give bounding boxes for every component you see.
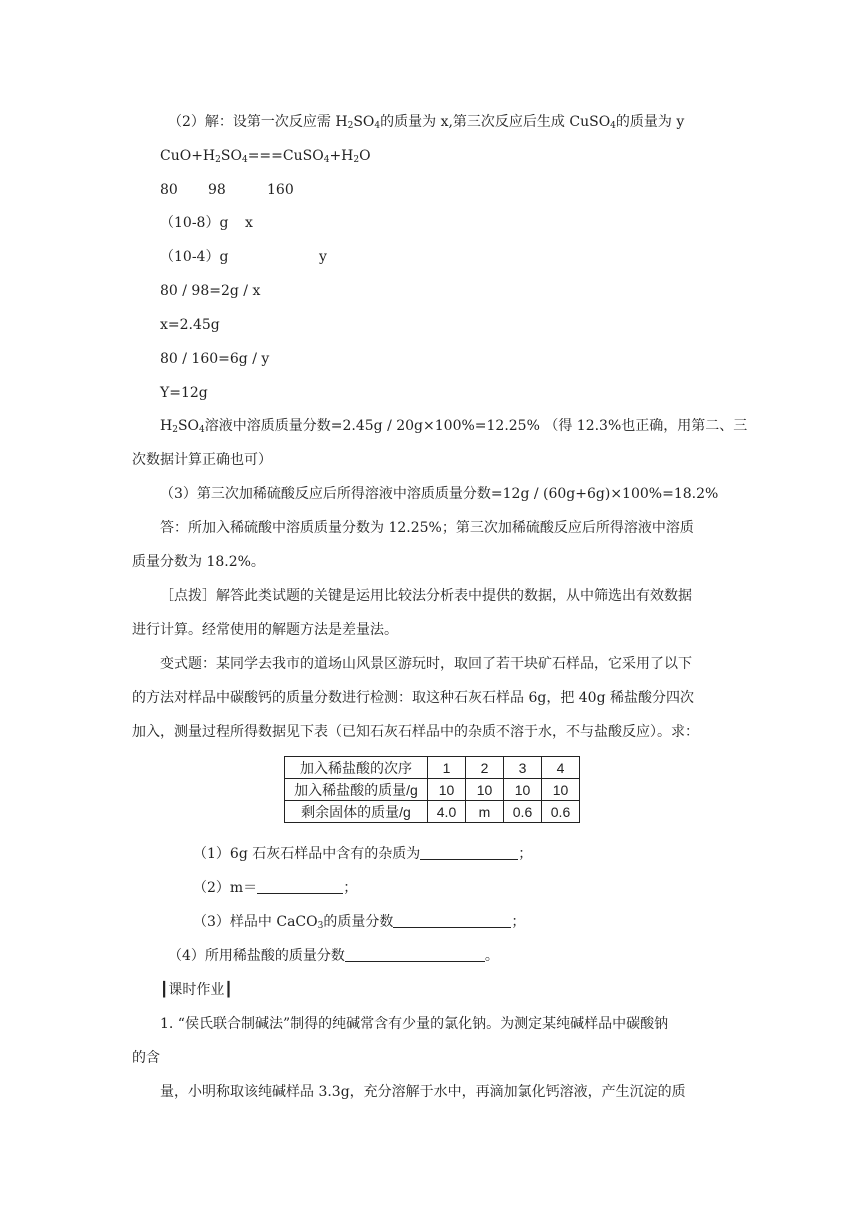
question-text: （2）m＝ [193, 880, 258, 896]
text: 的质量为 y [615, 114, 685, 130]
subscript: 4 [199, 425, 205, 435]
question-end: ； [343, 880, 358, 896]
table-cell: 10 [428, 779, 466, 801]
answer-blank[interactable] [393, 913, 511, 928]
tip-line-2: 进行计算。经常使用的解题方法是差量法。 [132, 622, 398, 638]
table-cell: 1 [428, 757, 466, 779]
row-x-right: x [245, 215, 253, 231]
text: CuO+H [160, 148, 216, 164]
homework-item1-line3: 量，小明称取该纯碱样品 3.3g，充分溶解于水中，再滴加氯化钙溶液，产生沉淀的质 [160, 1084, 686, 1100]
question-4 [168, 946, 499, 966]
row-label: 剩余固体的质量/g [285, 801, 428, 823]
table-cell: 0.6 [542, 801, 580, 823]
question-text: （3）样品中 CaCO [193, 914, 318, 930]
row-y-left: （10-4）g [160, 249, 229, 265]
table-cell: 10 [542, 779, 580, 801]
row-x-left: （10-8）g [160, 215, 229, 231]
table-cell: 10 [466, 779, 504, 801]
question-2 [193, 878, 357, 898]
table-cell: 2 [466, 757, 504, 779]
answer-blank[interactable] [345, 947, 485, 962]
fraction-line-2: 次数据计算正确也可） [132, 452, 272, 468]
variant-line-1: 变式题：某同学去我市的道场山风景区游玩时，取回了若干块矿石样品，它采用了以下 [160, 656, 692, 672]
subscript: 4 [323, 155, 330, 165]
text: +H [329, 148, 354, 164]
molar-mass-1: 80 [160, 182, 178, 198]
answer-line-1: 答：所加入稀硫酸中溶质质量分数为 12.25%；第三次加稀硫酸反应后所得溶液中溶质 [160, 520, 694, 536]
table-cell: 10 [504, 779, 542, 801]
subscript: 3 [317, 921, 324, 931]
answer-line-2: 质量分数为 18.2%。 [132, 554, 265, 570]
table-cell: 4 [542, 757, 580, 779]
question-end: ； [518, 846, 533, 862]
tip-line-1: ［点拨］解答此类试题的关键是运用比较法分析表中提供的数据，从中筛选出有效数据 [160, 588, 692, 604]
table-cell: 0.6 [504, 801, 542, 823]
question-3 [193, 912, 525, 932]
text: H [160, 418, 173, 434]
subscript: 2 [215, 155, 221, 165]
step2-intro [168, 112, 684, 132]
molar-mass-2: 98 [208, 182, 226, 198]
result-x: x=2.45g [160, 317, 220, 333]
chemical-equation [160, 146, 371, 166]
question-text: （1）6g 石灰石样品中含有的杂质为 [193, 846, 421, 862]
homework-item1-line2: 的含 [132, 1050, 160, 1066]
table-cell: m [466, 801, 504, 823]
question-text: （4）所用稀盐酸的质量分数 [168, 948, 345, 964]
result-y: Y=12g [160, 385, 208, 401]
text: 溶液中溶质质量分数=2.45g / 20g×100%=12.25% （得 12.3%也正确，用第二、三 [204, 418, 748, 434]
subscript: 4 [610, 121, 616, 131]
text: SO [177, 418, 200, 434]
text: SO [353, 114, 375, 130]
ratio-2: 80 / 160=6g / y [160, 351, 270, 367]
table-row [285, 779, 580, 801]
table-cell: 4.0 [428, 801, 466, 823]
table-cell: 3 [504, 757, 542, 779]
subscript: 2 [347, 121, 354, 131]
text: SO [220, 148, 242, 164]
question-1 [193, 844, 532, 864]
answer-blank[interactable] [257, 879, 343, 894]
ratio-1: 80 / 98=2g / x [160, 283, 261, 299]
table-row [285, 757, 580, 779]
step3: （3）第三次加稀硫酸反应后所得溶液中溶质质量分数=12g / (60g+6g)×100%=18.2% [160, 486, 719, 502]
variant-line-2: 的方法对样品中碳酸钙的质量分数进行检测：取这种石灰石样品 6g，把 40g 稀盐酸分四次 [132, 690, 694, 706]
text: 的质量为 x,第三次反应后生成 CuSO [380, 114, 611, 130]
subscript: 2 [172, 425, 178, 435]
subscript: 4 [241, 155, 248, 165]
subscript: 2 [353, 155, 360, 165]
homework-heading: ┃课时作业┃ [160, 982, 233, 998]
text: O [359, 148, 371, 164]
question-end: 。 [484, 948, 499, 964]
text: （2）解：设第一次反应需 H [168, 114, 348, 130]
row-label: 加入稀盐酸的质量/g [285, 779, 428, 801]
table-row [285, 801, 580, 823]
text: ===CuSO [247, 148, 324, 164]
molar-mass-3: 160 [267, 182, 294, 198]
variant-line-3: 加入，测量过程所得数据见下表（已知石灰石样品中的杂质不溶于水，不与盐酸反应）。求： [132, 724, 699, 740]
row-y-right: y [319, 249, 327, 265]
homework-item1-line1: 1. “侯氏联合制碱法”制得的纯碱常含有少量的氯化钠。为测定某纯碱样品中碳酸钠 [160, 1016, 669, 1032]
answer-blank[interactable] [420, 845, 518, 860]
subscript: 4 [374, 121, 381, 131]
row-label: 加入稀盐酸的次序 [285, 757, 428, 779]
question-text: 的质量分数 [323, 914, 394, 930]
question-end: ； [511, 914, 526, 930]
data-table-body [285, 757, 580, 823]
data-table [284, 756, 580, 823]
fraction-line-1 [160, 416, 747, 436]
